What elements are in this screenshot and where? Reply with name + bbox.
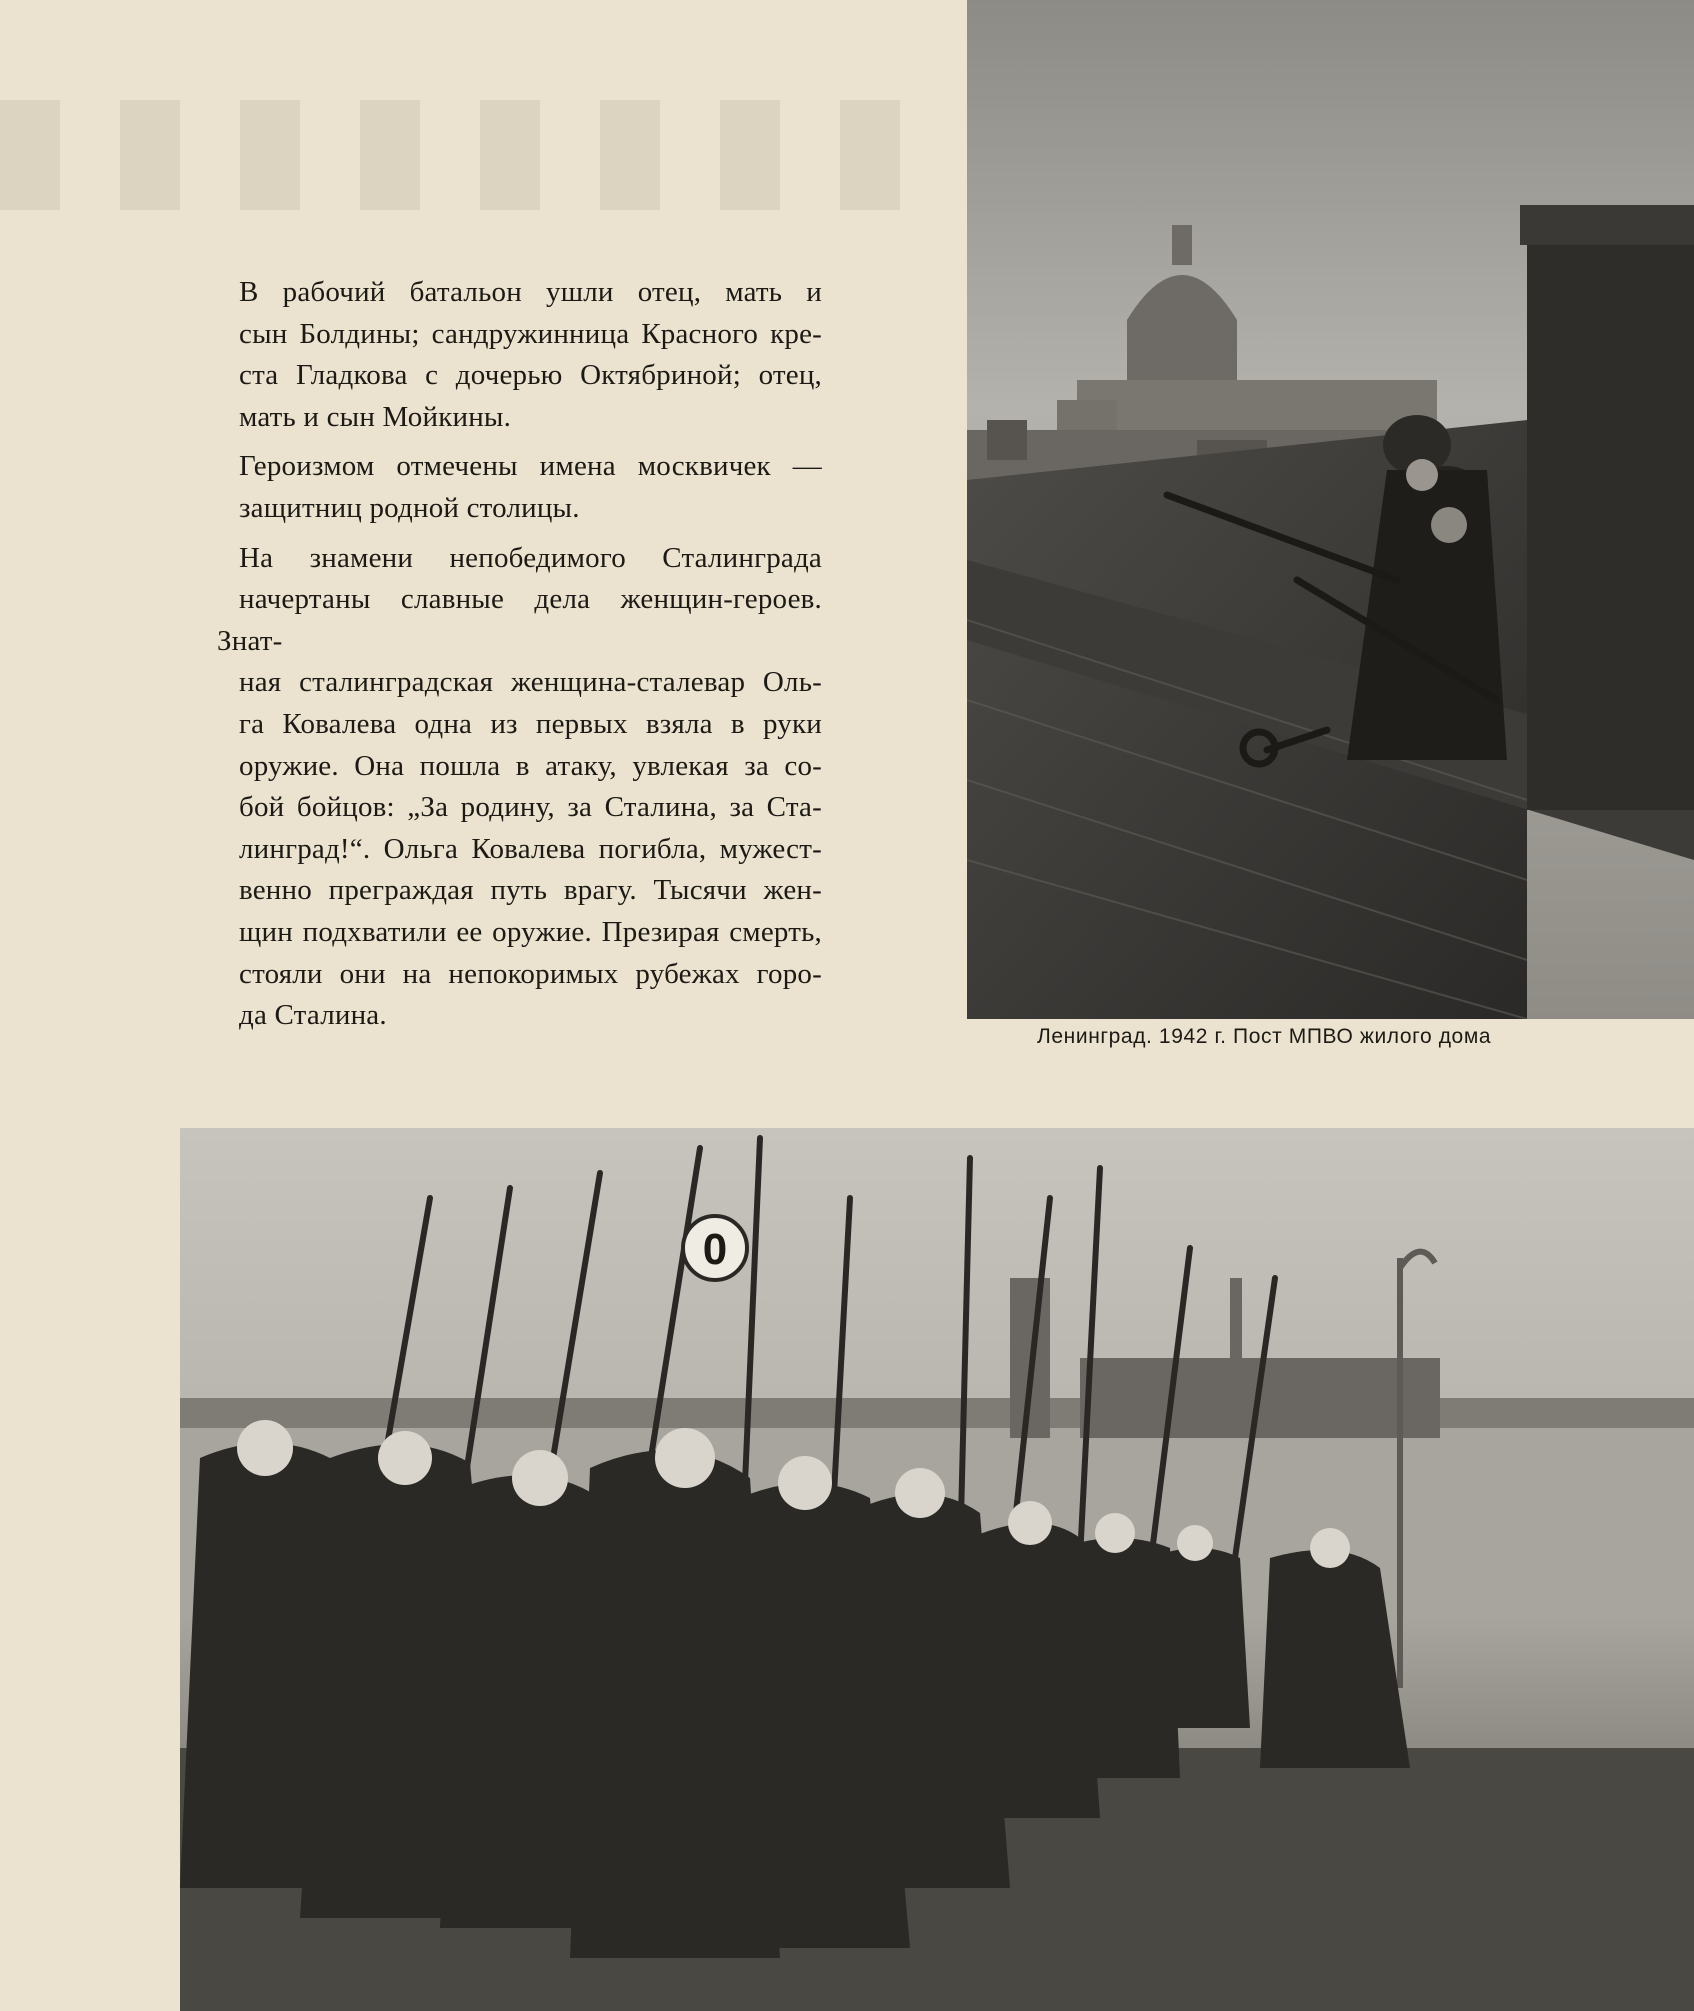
- paragraph-2: [217, 446, 822, 529]
- text-line: мать и сын Мойкины.: [239, 400, 512, 433]
- marching-photo-image: [180, 1128, 1694, 2011]
- text-line: начертаны славные дела женщин-героев. Знат-: [217, 583, 822, 657]
- text-line: стояли они на непокоримых рубежах горо-: [239, 957, 822, 990]
- text-line: В рабочий батальон ушли отец, мать и: [239, 276, 822, 308]
- photo-marching-women: [180, 1128, 1694, 2011]
- text-line: защитниц родной столицы.: [239, 491, 580, 524]
- photo-caption: Ленинград. 1942 г. Пост МПВО жилого дома: [1037, 1025, 1492, 1048]
- article-text: [217, 272, 822, 1037]
- text-line: щин подхватили ее оружие. Презирая смерть,: [239, 915, 822, 948]
- paragraph-3: [217, 538, 822, 1037]
- text-line: ная сталинградская женщина-сталевар Оль-: [239, 666, 822, 699]
- paragraph-1: [217, 272, 822, 438]
- text-line: га Ковалева одна из первых взяла в руки: [239, 707, 822, 740]
- text-line: бой бойцов: „За родину, за Сталина, за Ста-: [239, 791, 822, 824]
- text-line: да Сталина.: [239, 999, 387, 1032]
- text-line: венно преграждая путь врагу. Тысячи жен-: [239, 874, 822, 907]
- photo-rooftop-post: [967, 0, 1694, 1019]
- text-line: линград!“. Ольга Ковалева погибла, мужест-: [239, 832, 822, 865]
- round-sign-label: 0: [702, 1225, 728, 1274]
- rooftop-photo-image: [967, 0, 1694, 1019]
- bleed-through-heading: [0, 100, 960, 210]
- text-line: оружие. Она пошла в атаку, увлекая за со-: [239, 749, 822, 782]
- text-line: На знамени непобедимого Сталинграда: [239, 541, 822, 574]
- text-line: сын Болдины; сандружинница Красного кре-: [239, 317, 822, 350]
- text-line: Героизмом отмечены имена москвичек —: [239, 450, 822, 483]
- text-line: ста Гладкова с дочерью Октябриной; отец,: [239, 359, 822, 392]
